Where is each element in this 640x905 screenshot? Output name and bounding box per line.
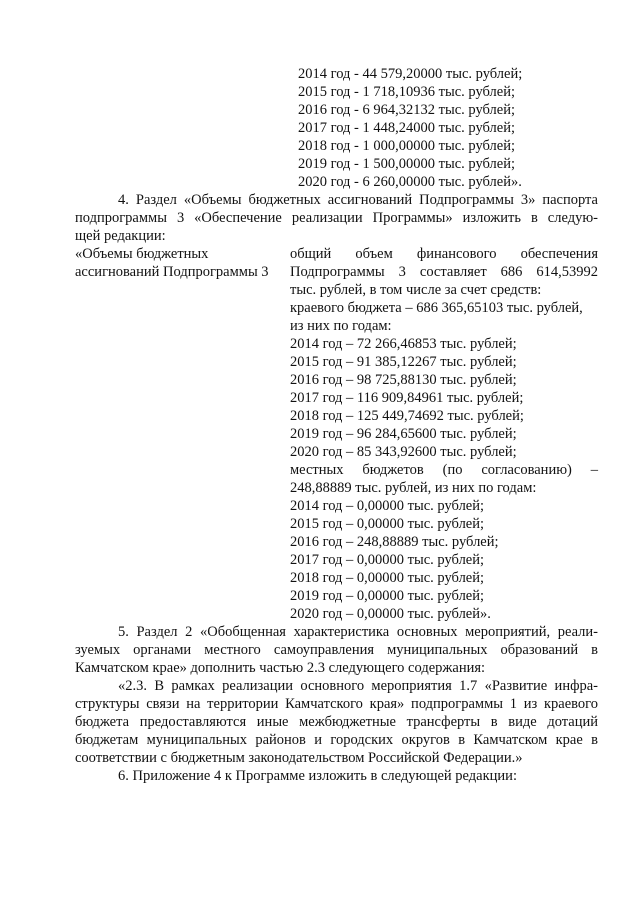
year-line: 2017 год - 1 448,24000 тыс. рублей; bbox=[298, 120, 515, 136]
table-right-line: краевого бюджета – 686 365,65103 тыс. рублей, bbox=[290, 300, 583, 316]
year-line: 2018 год - 1 000,00000 тыс. рублей; bbox=[298, 138, 515, 154]
table-right-line: местных бюджетов (по согласованию) – bbox=[290, 462, 598, 478]
table-left-line: ассигнований Подпрограммы 3 bbox=[75, 264, 269, 280]
table-right-line: 2019 год – 0,00000 тыс. рублей; bbox=[290, 588, 485, 604]
table-right-line: из них по годам: bbox=[290, 318, 392, 334]
item5-line: зуемых органами местного самоуправления муниципальных образований в bbox=[75, 642, 598, 658]
table-right-line: 2014 год – 72 266,46853 тыс. рублей; bbox=[290, 336, 517, 352]
table-right-line: 2016 год – 248,88889 тыс. рублей; bbox=[290, 534, 499, 550]
table-right-line: общий объем финансового обеспечения bbox=[290, 246, 598, 262]
table-right-line: 2015 год – 0,00000 тыс. рублей; bbox=[290, 516, 485, 532]
table-right-line: 2019 год – 96 284,65600 тыс. рублей; bbox=[290, 426, 517, 442]
table-right-line: 2017 год – 0,00000 тыс. рублей; bbox=[290, 552, 485, 568]
table-right-line: 2018 год – 0,00000 тыс. рублей; bbox=[290, 570, 485, 586]
item23-line: «2.3. В рамках реализации основного мероприятия 1.7 «Развитие инфра- bbox=[118, 678, 598, 694]
item23-line: соответствии с бюджетным законодательством Российской Федерации.» bbox=[75, 750, 523, 766]
item23-line: бюджета предоставляются иные межбюджетные трансферты в виде дотаций bbox=[75, 714, 598, 730]
year-line: 2014 год - 44 579,20000 тыс. рублей; bbox=[298, 66, 523, 82]
item23-line: структуры связи на территории Камчатского края» подпрограммы 1 из краевого bbox=[75, 696, 598, 712]
table-right-line: 2015 год – 91 385,12267 тыс. рублей; bbox=[290, 354, 517, 370]
table-right-line: 2017 год – 116 909,84961 тыс. рублей; bbox=[290, 390, 524, 406]
table-right-line: 2020 год – 0,00000 тыс. рублей». bbox=[290, 606, 491, 622]
year-line: 2015 год - 1 718,10936 тыс. рублей; bbox=[298, 84, 515, 100]
item5-line: 5. Раздел 2 «Обобщенная характеристика основных мероприятий, реали- bbox=[118, 624, 598, 640]
year-line: 2020 год - 6 260,00000 тыс. рублей». bbox=[298, 174, 522, 190]
table-right-line: тыс. рублей, в том числе за счет средств: bbox=[290, 282, 542, 298]
item5-line: Камчатском крае» дополнить частью 2.3 следующего содержания: bbox=[75, 660, 486, 676]
table-left-line: «Объемы бюджетных bbox=[75, 246, 209, 262]
table-right-line: 2016 год – 98 725,88130 тыс. рублей; bbox=[290, 372, 517, 388]
item4-line: подпрограммы 3 «Обеспечение реализации Программы» изложить в следую- bbox=[75, 210, 598, 226]
table-right-line: 2018 год – 125 449,74692 тыс. рублей; bbox=[290, 408, 524, 424]
item4-line: 4. Раздел «Объемы бюджетных ассигнований Подпрограммы 3» паспорта bbox=[118, 192, 598, 208]
table-right-line: 2014 год – 0,00000 тыс. рублей; bbox=[290, 498, 485, 514]
year-line: 2019 год - 1 500,00000 тыс. рублей; bbox=[298, 156, 515, 172]
table-right-line: 248,88889 тыс. рублей, из них по годам: bbox=[290, 480, 537, 496]
item6-line: 6. Приложение 4 к Программе изложить в следующей редакции: bbox=[118, 768, 517, 784]
table-right-line: Подпрограммы 3 составляет 686 614,53992 bbox=[290, 264, 598, 280]
year-line: 2016 год - 6 964,32132 тыс. рублей; bbox=[298, 102, 515, 118]
table-right-line: 2020 год – 85 343,92600 тыс. рублей; bbox=[290, 444, 517, 460]
item23-line: бюджетам муниципальных районов и городских округов в Камчатском крае в bbox=[75, 732, 598, 748]
item4-line: щей редакции: bbox=[75, 228, 166, 244]
